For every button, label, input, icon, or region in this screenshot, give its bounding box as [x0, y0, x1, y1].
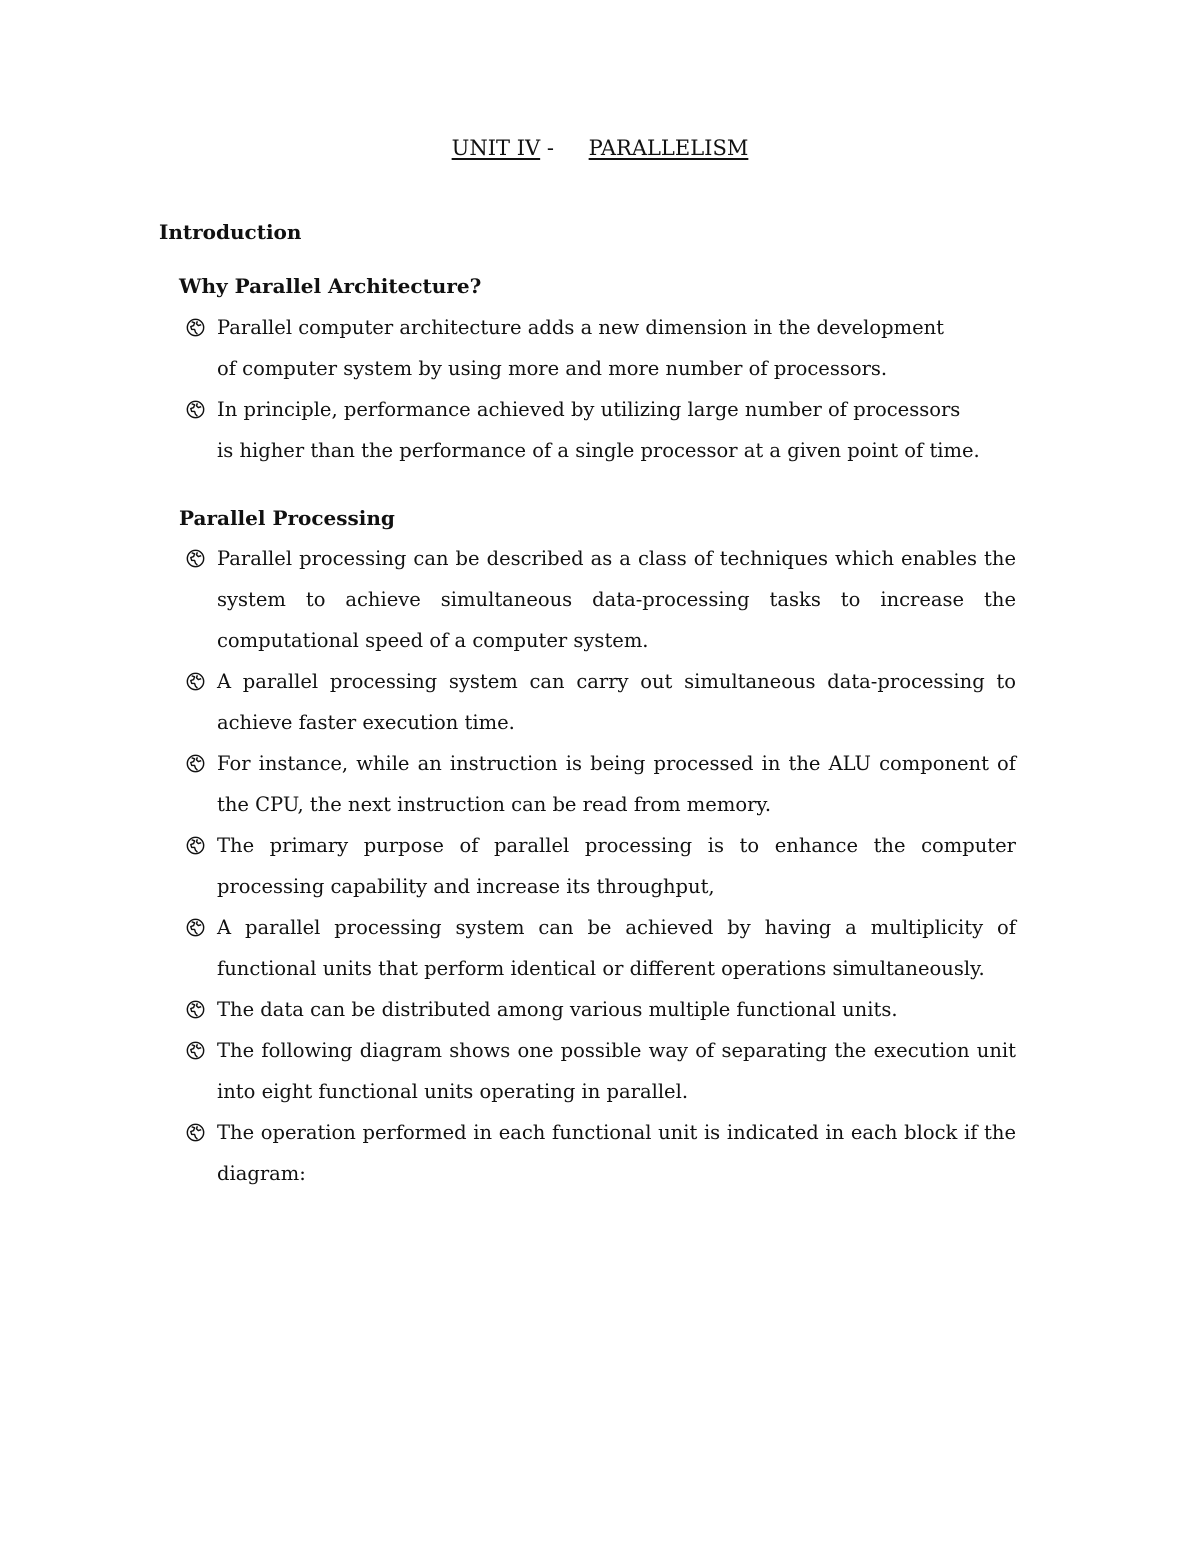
globe-icon — [186, 400, 205, 419]
list-item-text: For instance, while an instruction is being processed in the ALU component of the CPU, the next instruction can be read from memory. — [217, 752, 1016, 816]
list-item — [186, 661, 1016, 743]
list-item — [186, 389, 1016, 471]
list-item-text: A parallel processing system can carry out simultaneous data-processing to achieve faster execution time. — [217, 670, 1016, 734]
globe-icon — [186, 549, 205, 568]
list-item — [186, 1112, 1016, 1194]
list-item — [186, 907, 1016, 989]
section-heading-why-parallel: Why Parallel Architecture? — [179, 274, 482, 298]
globe-icon — [186, 672, 205, 691]
list-item-text: The data can be distributed among various multiple functional units. — [217, 998, 898, 1021]
parallel-processing-list — [186, 538, 1016, 1194]
list-item-line: is higher than the performance of a single processor at a given point of time. — [217, 439, 980, 462]
section-heading-parallel-processing: Parallel Processing — [179, 506, 395, 530]
list-item — [186, 1030, 1016, 1112]
title-unit: UNIT IV — [451, 136, 541, 160]
globe-icon — [186, 1123, 205, 1142]
title-separator: - — [546, 136, 554, 160]
list-item — [186, 743, 1016, 825]
list-item-line: In principle, performance achieved by utilizing large number of processors — [217, 398, 961, 421]
globe-icon — [186, 1041, 205, 1060]
list-item-line: Parallel computer architecture adds a new dimension in the development — [217, 316, 945, 339]
list-item-line: of computer system by using more and more number of processors. — [217, 357, 888, 380]
list-item-text: Parallel processing can be described as a class of techniques which enables the system to achieve simultaneous data-processing tasks to increase the computational speed of a computer system. — [217, 547, 1016, 652]
list-item-text: A parallel processing system can be achieved by having a multiplicity of functional units that perform identical or different operations simultaneously. — [217, 916, 1016, 980]
list-item — [186, 825, 1016, 907]
list-item — [186, 989, 1016, 1030]
globe-icon — [186, 918, 205, 937]
globe-icon — [186, 836, 205, 855]
list-item-text: The primary purpose of parallel processing is to enhance the computer processing capability and increase its throughput, — [217, 834, 1016, 898]
list-item — [186, 307, 1016, 389]
why-parallel-list — [186, 307, 1016, 471]
list-item-text: The operation performed in each functional unit is indicated in each block if the diagram: — [217, 1121, 1016, 1185]
introduction-heading: Introduction — [159, 220, 302, 244]
globe-icon — [186, 318, 205, 337]
globe-icon — [186, 754, 205, 773]
globe-icon — [186, 1000, 205, 1019]
page-title — [0, 136, 1200, 160]
title-topic: PARALLELISM — [588, 136, 749, 160]
list-item-text: The following diagram shows one possible way of separating the execution unit into eight functional units operating in parallel. — [217, 1039, 1016, 1103]
list-item — [186, 538, 1016, 661]
